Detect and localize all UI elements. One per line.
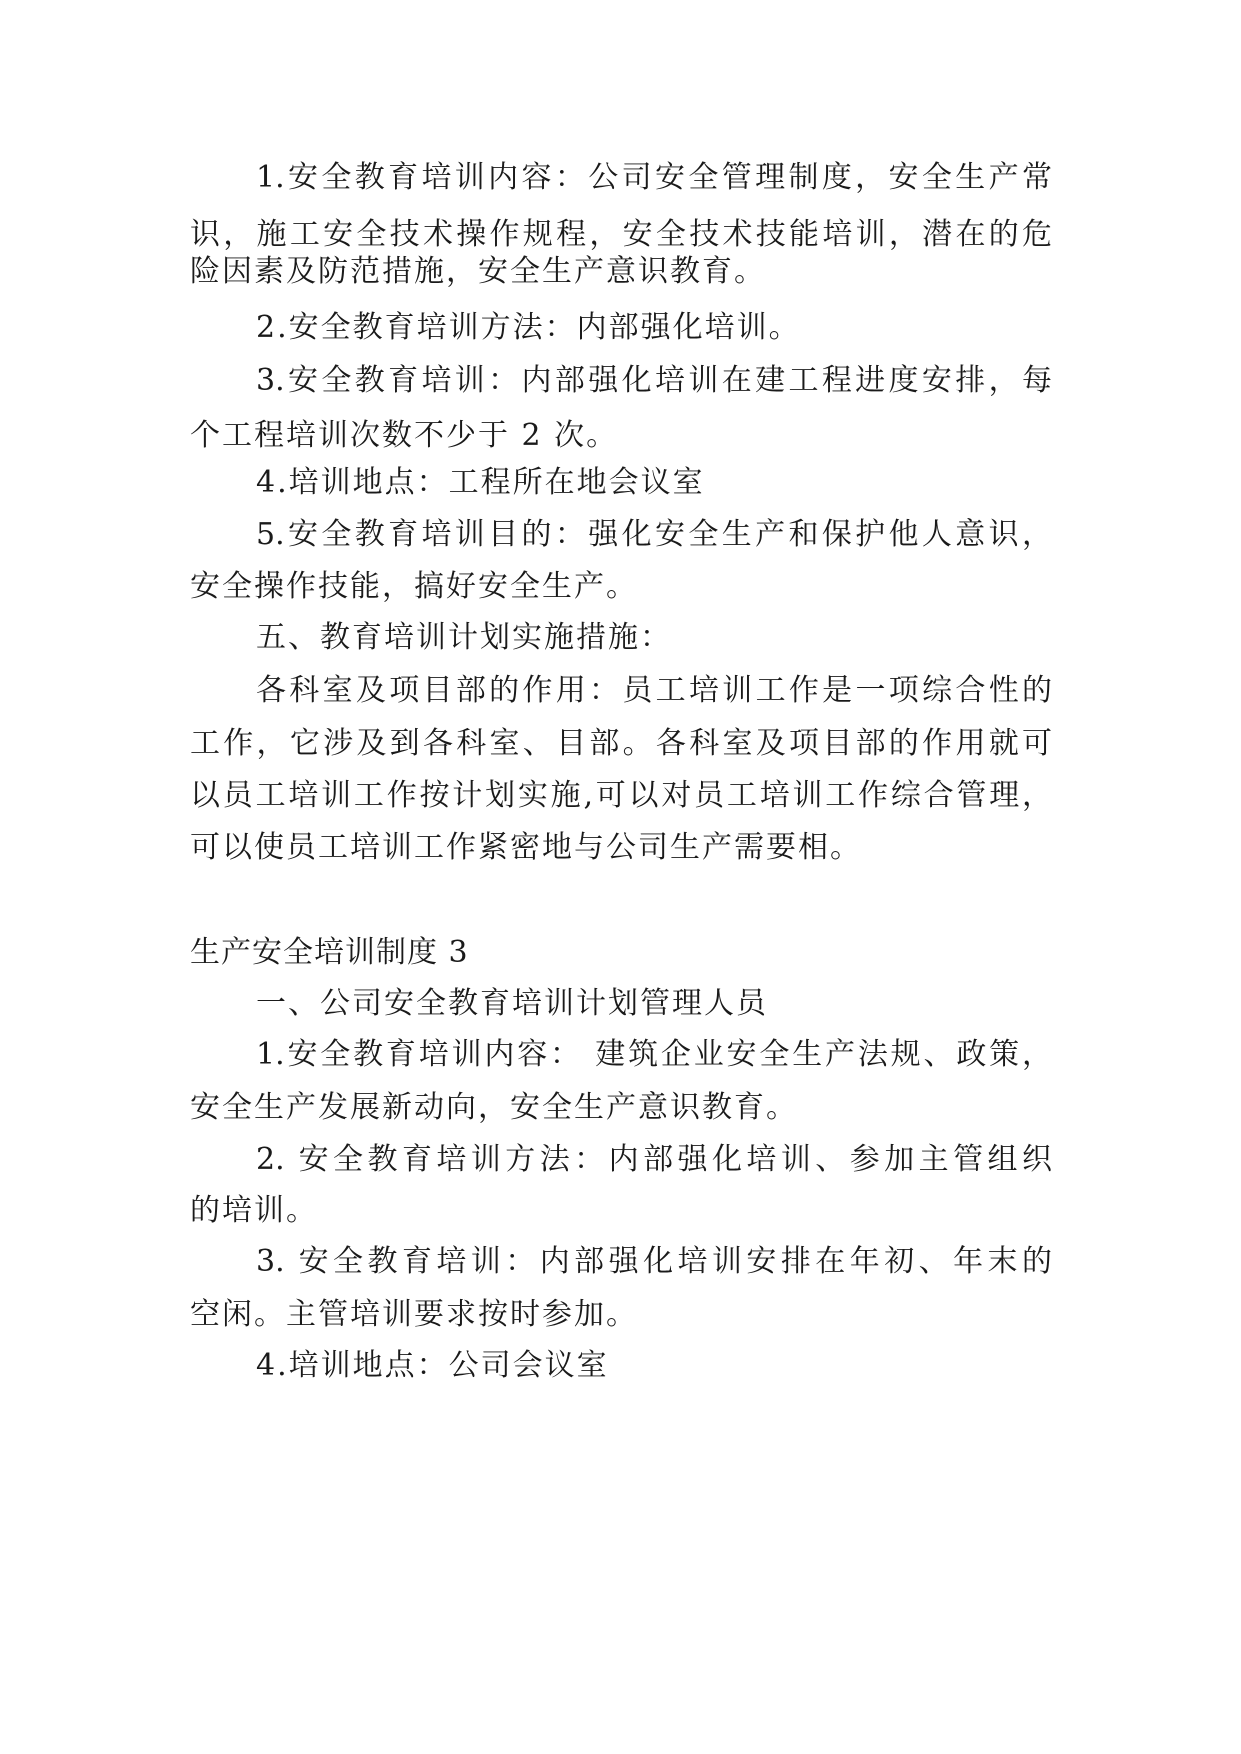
paragraph-line: 1.安全教育培训内容： 建筑企业安全生产法规、政策，	[256, 1037, 1052, 1072]
document-section-title: 生产安全培训制度 3	[190, 935, 469, 970]
paragraph-line: 识，施工安全技术操作规程，安全技术技能培训，潜在的危	[190, 217, 1052, 252]
paragraph-line: 可以使员工培训工作紧密地与公司生产需要相。	[190, 830, 862, 865]
paragraph-line: 安全生产发展新动向，安全生产意识教育。	[190, 1090, 798, 1125]
paragraph-line: 2. 安全教育培训方法：内部强化培训、参加主管组织	[256, 1142, 1052, 1177]
document-page	[190, 158, 1052, 1718]
section-heading: 五、教育培训计划实施措施：	[256, 620, 672, 655]
paragraph-line: 空闲。主管培训要求按时参加。	[190, 1297, 638, 1332]
section-heading: 一、公司安全教育培训计划管理人员	[256, 986, 768, 1021]
paragraph-line: 4.培训地点：公司会议室	[256, 1348, 609, 1383]
paragraph-line: 个工程培训次数不少于 2 次。	[190, 418, 619, 453]
paragraph-line: 5.安全教育培训目的：强化安全生产和保护他人意识，	[256, 517, 1052, 552]
paragraph-line: 1.安全教育培训内容：公司安全管理制度，安全生产常	[256, 160, 1052, 195]
paragraph-line: 4.培训地点：工程所在地会议室	[256, 465, 705, 500]
paragraph-line: 工作，它涉及到各科室、目部。各科室及项目部的作用就可	[190, 726, 1052, 761]
paragraph-line: 以员工培训工作按计划实施,可以对员工培训工作综合管理，	[190, 778, 1052, 813]
paragraph-line: 3.安全教育培训：内部强化培训在建工程进度安排，每	[256, 363, 1052, 398]
paragraph-line: 2.安全教育培训方法：内部强化培训。	[256, 310, 801, 345]
paragraph-line: 的培训。	[190, 1193, 318, 1228]
paragraph-line: 3. 安全教育培训：内部强化培训安排在年初、年末的	[256, 1244, 1052, 1279]
paragraph-line: 各科室及项目部的作用：员工培训工作是一项综合性的	[256, 673, 1052, 708]
paragraph-line: 安全操作技能，搞好安全生产。	[190, 569, 638, 604]
paragraph-line: 险因素及防范措施，安全生产意识教育。	[190, 254, 766, 289]
